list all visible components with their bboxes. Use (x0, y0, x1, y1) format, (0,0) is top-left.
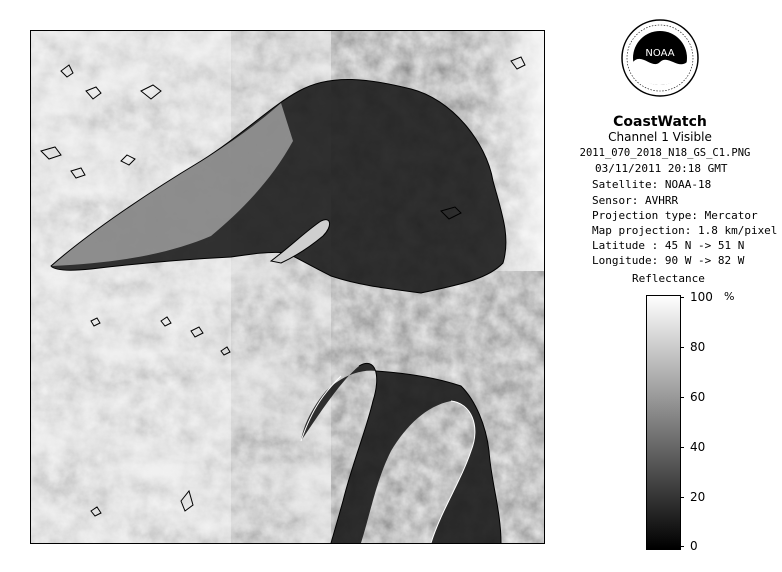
channel-subtitle: Channel 1 Visible (608, 130, 712, 144)
longitude-range: Longitude: 90 W -> 82 W (592, 254, 745, 267)
colorbar-tick-label: 80 (690, 340, 706, 354)
colorbar-tick (680, 546, 684, 547)
sensor-label: Sensor: AVHRR (592, 194, 679, 207)
colorbar-tick-label: 20 (690, 490, 706, 504)
colorbar-tick (680, 347, 684, 348)
map-projection: Map projection: 1.8 km/pixel (592, 224, 778, 237)
svg-text:NOAA: NOAA (645, 48, 675, 59)
colorbar-tick-label: 60 (690, 390, 706, 404)
cloud-haze (31, 31, 231, 543)
colorbar-tick-label: 40 (690, 440, 706, 454)
projection-type: Projection type: Mercator (592, 209, 758, 222)
reflectance-colorbar (646, 295, 681, 550)
satellite-image (30, 30, 545, 544)
colorbar-title: Reflectance (632, 272, 705, 285)
image-filename: 2011_070_2018_N18_GS_C1.PNG (579, 147, 751, 159)
colorbar-unit: % (724, 290, 735, 303)
satellite-label: Satellite: NOAA-18 (592, 178, 712, 191)
noaa-logo (620, 18, 700, 98)
satellite-scene (31, 31, 544, 543)
colorbar-tick (680, 497, 684, 498)
latitude-range: Latitude : 45 N -> 51 N (592, 239, 745, 252)
colorbar-tick (680, 447, 684, 448)
app-title: CoastWatch (613, 114, 707, 130)
colorbar-tick-label: 0 (690, 539, 698, 553)
acquisition-datetime: 03/11/2011 20:18 GMT (595, 162, 728, 175)
colorbar-tick-label: 100 (690, 290, 713, 304)
colorbar-tick (680, 297, 684, 298)
colorbar-tick (680, 397, 684, 398)
